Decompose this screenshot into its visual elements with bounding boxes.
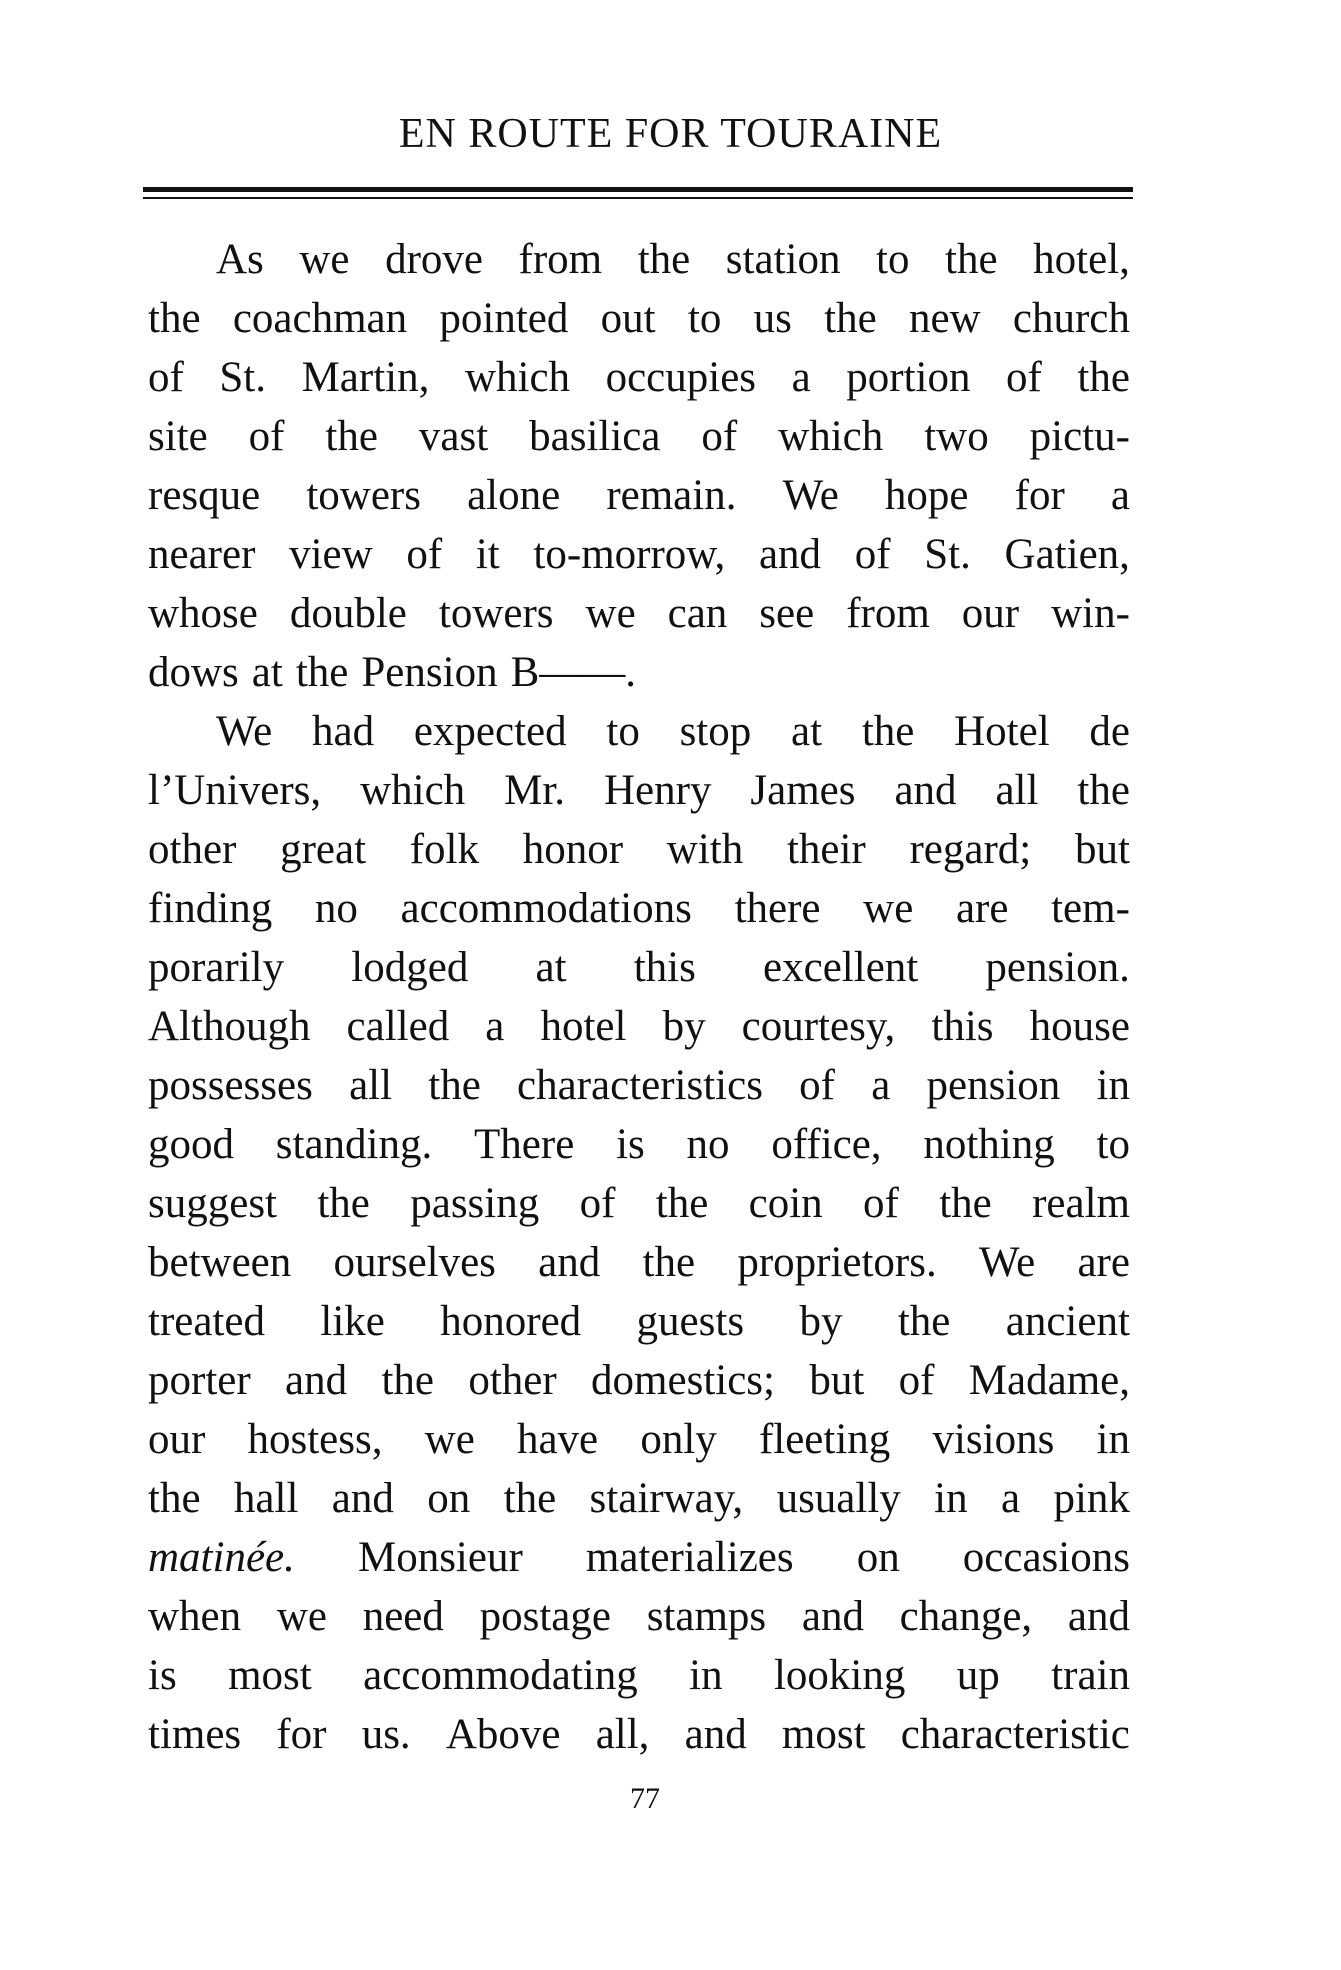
word: are xyxy=(955,885,1009,932)
word: we xyxy=(424,1416,475,1463)
text-line xyxy=(148,879,1130,938)
text-line xyxy=(148,1410,1130,1469)
word: basilica xyxy=(529,413,661,460)
word: alone xyxy=(467,472,561,519)
word: remain. xyxy=(606,472,737,519)
word: see xyxy=(759,590,815,637)
word: dows xyxy=(148,649,239,696)
word: our xyxy=(961,590,1020,637)
word: coachman xyxy=(232,295,408,342)
header-rule-thick xyxy=(143,187,1133,192)
word: portion xyxy=(846,354,971,401)
word: is xyxy=(148,1652,177,1699)
word: vast xyxy=(418,413,489,460)
word: out xyxy=(600,295,656,342)
word: the xyxy=(148,1475,201,1522)
word: treated xyxy=(148,1298,265,1345)
word: nearer xyxy=(148,531,256,578)
word: suggest xyxy=(148,1180,277,1227)
word: porter xyxy=(148,1357,251,1404)
word: a xyxy=(485,1003,505,1050)
word: Madame, xyxy=(968,1357,1130,1404)
word: Martin, xyxy=(301,354,430,401)
word: realm xyxy=(1032,1180,1130,1227)
word: to-morrow, xyxy=(533,531,726,578)
word: and xyxy=(684,1711,747,1758)
word: a xyxy=(871,1062,891,1109)
word: good xyxy=(148,1121,234,1168)
text-line xyxy=(148,525,1130,584)
word: excellent xyxy=(763,944,919,991)
word: the xyxy=(317,1180,370,1227)
word: other xyxy=(148,826,237,873)
word: this xyxy=(931,1003,994,1050)
word: ourselves xyxy=(333,1239,496,1286)
word: by xyxy=(799,1298,843,1345)
word: most xyxy=(228,1652,312,1699)
word: the xyxy=(295,649,349,696)
word: the xyxy=(897,1298,951,1345)
word: B——. xyxy=(510,649,637,696)
word: of xyxy=(863,1180,899,1227)
word: in xyxy=(689,1652,723,1699)
word: expected xyxy=(413,708,567,755)
word: James xyxy=(750,767,856,814)
word: which xyxy=(360,767,466,814)
text-line xyxy=(148,702,1130,761)
text-line xyxy=(148,466,1130,525)
word: church xyxy=(1012,295,1130,342)
word: of xyxy=(148,354,184,401)
word: of xyxy=(248,413,285,460)
word: to xyxy=(687,295,722,342)
word: hope xyxy=(884,472,969,519)
word: in xyxy=(1096,1062,1130,1109)
word: of xyxy=(579,1180,616,1227)
word: Henry xyxy=(604,767,712,814)
word: new xyxy=(908,295,981,342)
word: are xyxy=(1077,1239,1130,1286)
word: resque xyxy=(148,472,261,519)
text-line xyxy=(148,1528,1130,1587)
word: to xyxy=(876,236,910,283)
word: regard; xyxy=(909,826,1032,873)
text-line xyxy=(148,1469,1130,1528)
word: of xyxy=(799,1062,835,1109)
text-line xyxy=(148,1233,1130,1292)
word: only xyxy=(640,1416,717,1463)
page-number: 77 xyxy=(630,1782,660,1815)
text-line xyxy=(148,1705,1130,1764)
word: honor xyxy=(522,826,624,873)
word: our xyxy=(148,1416,206,1463)
word: we xyxy=(863,885,914,932)
word: in xyxy=(934,1475,968,1522)
word: to xyxy=(1096,1121,1130,1168)
text-line xyxy=(148,289,1130,348)
word: fleeting xyxy=(758,1416,891,1463)
word: a xyxy=(1000,1475,1021,1522)
word: coin xyxy=(748,1180,823,1227)
word: pointed xyxy=(439,295,569,342)
word: occupies xyxy=(605,354,757,401)
word: We xyxy=(782,472,839,519)
word: this xyxy=(633,944,696,991)
word: Hotel xyxy=(954,708,1050,755)
word: folk xyxy=(409,826,480,873)
word: in xyxy=(1096,1416,1130,1463)
text-line xyxy=(148,584,1130,643)
word: double xyxy=(289,590,407,637)
word: de xyxy=(1089,708,1130,755)
word: at xyxy=(535,944,567,991)
word: of xyxy=(406,531,443,578)
text-line xyxy=(148,997,1130,1056)
word: l’Univers, xyxy=(148,767,322,814)
word: guests xyxy=(636,1298,745,1345)
running-head: EN ROUTE FOR TOURAINE xyxy=(398,111,943,157)
word: matinée. xyxy=(148,1534,295,1581)
word: accommodations xyxy=(400,885,692,932)
text-line xyxy=(148,1115,1130,1174)
text-line xyxy=(148,1646,1130,1705)
word: of xyxy=(898,1357,935,1404)
word: the xyxy=(945,236,998,283)
word: station xyxy=(725,236,841,283)
word: other xyxy=(468,1357,557,1404)
word: the xyxy=(1077,354,1130,401)
word: and xyxy=(331,1475,394,1522)
word: St. xyxy=(219,354,267,401)
word: and xyxy=(1067,1593,1130,1640)
word: win- xyxy=(1051,590,1130,637)
word: finding xyxy=(148,885,273,932)
word: courtesy, xyxy=(741,1003,896,1050)
word: Pension xyxy=(361,649,498,696)
word: when xyxy=(148,1593,242,1640)
word: and xyxy=(285,1357,348,1404)
word: and xyxy=(538,1239,601,1286)
word: had xyxy=(311,708,375,755)
word: view xyxy=(289,531,373,578)
word: us xyxy=(753,295,792,342)
word: there xyxy=(734,885,821,932)
word: it xyxy=(475,531,500,578)
word: up xyxy=(956,1652,1000,1699)
word: As xyxy=(216,236,264,283)
word: change, xyxy=(899,1593,1033,1640)
word: at xyxy=(251,649,283,696)
word: great xyxy=(280,826,367,873)
word: we xyxy=(276,1593,327,1640)
word: their xyxy=(786,826,866,873)
text-line xyxy=(148,1292,1130,1351)
word: no xyxy=(686,1121,730,1168)
text-line xyxy=(148,1587,1130,1646)
word: hotel xyxy=(540,1003,627,1050)
word: towers xyxy=(438,590,554,637)
word: stamps xyxy=(646,1593,767,1640)
word: proprietors. xyxy=(737,1239,937,1286)
word: is xyxy=(616,1121,645,1168)
word: the xyxy=(1077,767,1130,814)
word: most xyxy=(781,1711,866,1758)
word: honored xyxy=(440,1298,582,1345)
word: a xyxy=(791,354,811,401)
word: characteristics xyxy=(517,1062,763,1109)
word: stop xyxy=(679,708,752,755)
word: can xyxy=(667,590,728,637)
body-text xyxy=(148,230,1130,1764)
word: pink xyxy=(1053,1475,1130,1522)
word: lodged xyxy=(351,944,469,991)
word: standing. xyxy=(275,1121,433,1168)
word: but xyxy=(809,1357,865,1404)
word: hall xyxy=(233,1475,299,1522)
word: called xyxy=(346,1003,450,1050)
word: all xyxy=(995,767,1039,814)
word: from xyxy=(518,236,603,283)
word: but xyxy=(1074,826,1130,873)
word: hotel, xyxy=(1033,236,1130,283)
word: There xyxy=(474,1121,575,1168)
word: passing xyxy=(410,1180,540,1227)
word: towers xyxy=(306,472,421,519)
word: the xyxy=(637,236,691,283)
word: which xyxy=(464,354,571,401)
word: pension xyxy=(926,1062,1061,1109)
word: we xyxy=(299,236,350,283)
word: We xyxy=(216,708,273,755)
word: drove xyxy=(385,236,483,283)
word: have xyxy=(516,1416,599,1463)
word: possesses xyxy=(148,1062,313,1109)
text-line xyxy=(148,820,1130,879)
word: looking xyxy=(773,1652,906,1699)
word: need xyxy=(362,1593,444,1640)
word: visions xyxy=(932,1416,1055,1463)
word: house xyxy=(1029,1003,1130,1050)
word: postage xyxy=(479,1593,611,1640)
word: Above xyxy=(445,1711,561,1758)
word: office, xyxy=(771,1121,882,1168)
word: the xyxy=(325,413,378,460)
word: the xyxy=(148,295,201,342)
word: no xyxy=(314,885,358,932)
word: a xyxy=(1110,472,1130,519)
word: the xyxy=(939,1180,992,1227)
word: Monsieur xyxy=(357,1534,523,1581)
word: for xyxy=(276,1711,327,1758)
word: site xyxy=(148,413,208,460)
word: nothing xyxy=(923,1121,1055,1168)
word: porarily xyxy=(148,944,285,991)
word: of xyxy=(854,531,891,578)
word: usually xyxy=(776,1475,901,1522)
word: accommodating xyxy=(363,1652,638,1699)
header-rule-thin xyxy=(143,197,1133,199)
word: of xyxy=(701,413,738,460)
text-line xyxy=(148,1056,1130,1115)
word: pictu- xyxy=(1029,413,1130,460)
word: tem- xyxy=(1051,885,1130,932)
text-line xyxy=(148,1174,1130,1233)
word: all xyxy=(349,1062,393,1109)
text-line xyxy=(148,643,1130,702)
word: and xyxy=(758,531,822,578)
word: from xyxy=(846,590,930,637)
word: the xyxy=(381,1357,434,1404)
word: we xyxy=(585,590,636,637)
word: the xyxy=(642,1239,696,1286)
word: We xyxy=(978,1239,1036,1286)
word: pension. xyxy=(985,944,1130,991)
word: at xyxy=(791,708,823,755)
word: between xyxy=(148,1239,292,1286)
word: times xyxy=(148,1711,242,1758)
text-line xyxy=(148,761,1130,820)
word: which xyxy=(778,413,884,460)
word: Although xyxy=(148,1003,311,1050)
word: all, xyxy=(595,1711,650,1758)
word: with xyxy=(666,826,744,873)
word: the xyxy=(428,1062,481,1109)
text-line xyxy=(148,348,1130,407)
word: on xyxy=(856,1534,900,1581)
word: St. xyxy=(924,531,971,578)
text-line xyxy=(148,1351,1130,1410)
word: of xyxy=(1006,354,1042,401)
word: Mr. xyxy=(504,767,566,814)
word: for xyxy=(1014,472,1065,519)
word: train xyxy=(1051,1652,1130,1699)
word: and xyxy=(801,1593,864,1640)
word: characteristic xyxy=(900,1711,1130,1758)
word: the xyxy=(655,1180,709,1227)
word: on xyxy=(427,1475,471,1522)
word: the xyxy=(503,1475,557,1522)
word: Gatien, xyxy=(1004,531,1130,578)
word: ancient xyxy=(1005,1298,1130,1345)
word: by xyxy=(662,1003,706,1050)
word: us. xyxy=(361,1711,411,1758)
word: whose xyxy=(148,590,258,637)
word: materializes xyxy=(585,1534,794,1581)
word: and xyxy=(894,767,957,814)
text-line xyxy=(148,938,1130,997)
word: the xyxy=(861,708,915,755)
word: hostess, xyxy=(247,1416,383,1463)
word: the xyxy=(824,295,877,342)
word: two xyxy=(924,413,989,460)
word: stairway, xyxy=(589,1475,744,1522)
word: occasions xyxy=(962,1534,1130,1581)
text-line xyxy=(148,230,1130,289)
word: to xyxy=(606,708,640,755)
word: like xyxy=(320,1298,385,1345)
text-line xyxy=(148,407,1130,466)
word: domestics; xyxy=(591,1357,775,1404)
